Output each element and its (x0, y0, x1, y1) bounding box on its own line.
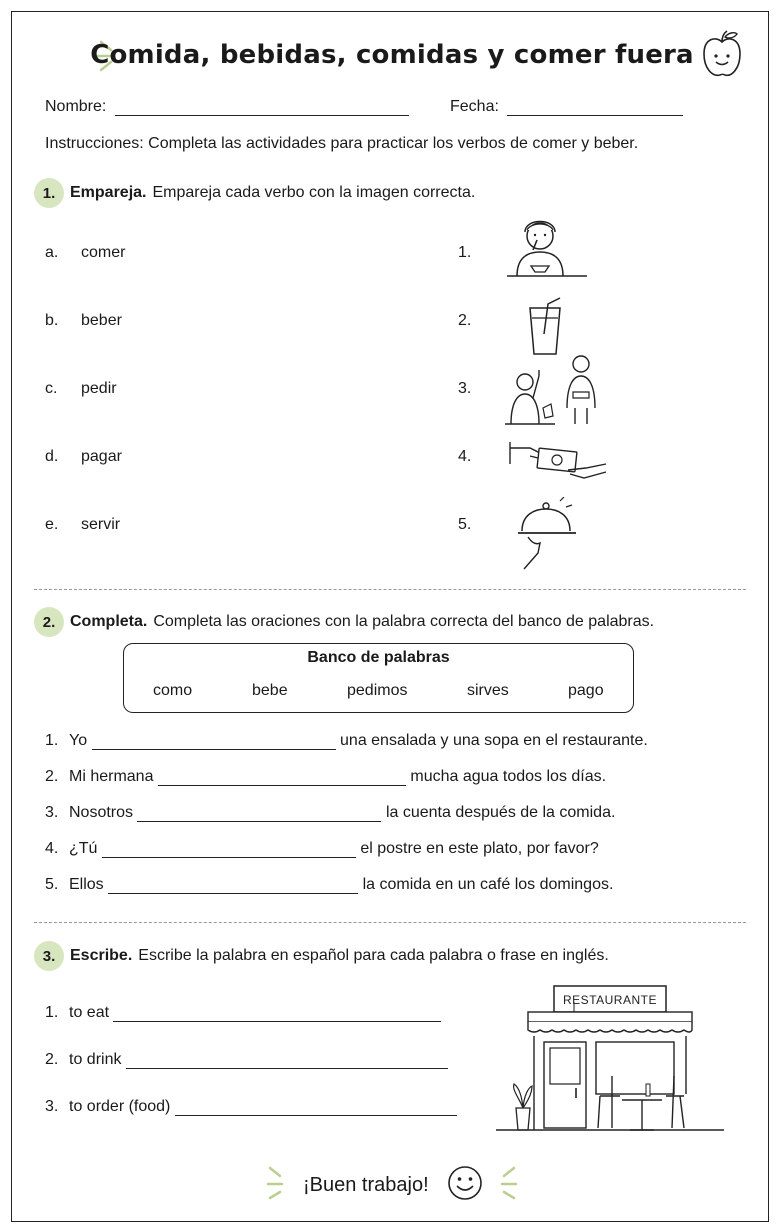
section-number: 1. (34, 178, 64, 208)
sentence-start: Yo (69, 732, 88, 749)
verb-item (45, 448, 122, 466)
section-number: 2. (34, 607, 64, 637)
bank-word: sirves (467, 682, 509, 699)
verb-word: pagar (81, 448, 122, 465)
sentence-number: 4. (45, 840, 59, 857)
picture-number: 2. (458, 312, 472, 329)
english-prompt: to drink (69, 1051, 122, 1068)
write-item (45, 1051, 448, 1069)
eating-boy-icon (505, 210, 590, 280)
sentence-number: 3. (45, 804, 59, 821)
sentence-start: Ellos (69, 876, 104, 893)
item-number: 2. (45, 1051, 59, 1068)
sentence-item (45, 876, 613, 894)
verb-item (45, 312, 122, 330)
answer-blank[interactable] (137, 821, 381, 822)
item-number: 3. (45, 1098, 59, 1115)
instructions-text: Instrucciones: Completa las actividades para practicar los verbos de comer y beber. (45, 135, 639, 152)
bank-word: bebe (252, 682, 288, 699)
picture-number: 3. (458, 380, 472, 397)
sentence-number: 1. (45, 732, 59, 749)
answer-blank[interactable] (92, 749, 336, 750)
bank-word: pedimos (347, 682, 408, 699)
bank-word: como (153, 682, 193, 699)
sentence-number: 2. (45, 768, 59, 785)
date-label: Fecha: (450, 98, 499, 115)
verb-letter: b. (45, 312, 59, 329)
sentence-item (45, 768, 606, 786)
section-instructions: Empareja cada verbo con la imagen correcta. (152, 184, 476, 201)
restaurant-sign-text: RESTAURANTE (563, 993, 657, 1007)
answer-blank[interactable] (102, 857, 356, 858)
verb-letter: a. (45, 244, 59, 261)
sentence-item (45, 732, 648, 750)
verb-letter: c. (45, 380, 58, 397)
sentence-item (45, 804, 615, 822)
picture-number: 5. (458, 516, 472, 533)
answer-blank[interactable] (108, 893, 358, 894)
ordering-people-icon (503, 352, 603, 426)
verb-word: beber (81, 312, 122, 329)
name-label: Nombre: (45, 98, 107, 115)
verb-word: comer (81, 244, 126, 261)
name-field[interactable] (45, 98, 409, 116)
write-item (45, 1004, 441, 1022)
section-divider (34, 922, 746, 923)
sentence-number: 5. (45, 876, 59, 893)
picture-number: 1. (458, 244, 472, 261)
verb-word: servir (81, 516, 121, 533)
sentence-end: mucha agua todos los días. (410, 768, 607, 785)
section-instructions: Escribe la palabra en español para cada palabra o frase en inglés. (138, 947, 609, 964)
bank-word: pago (568, 682, 604, 699)
section-number: 3. (34, 941, 64, 971)
sentence-start: Nosotros (69, 804, 134, 821)
restaurant-icon (494, 984, 726, 1134)
paying-money-icon (508, 440, 610, 486)
date-blank[interactable] (507, 115, 683, 116)
english-prompt: to order (food) (69, 1098, 171, 1115)
drink-glass-icon (524, 294, 568, 358)
answer-blank[interactable] (113, 1021, 441, 1022)
section-instructions: Completa las oraciones con la palabra correcta del banco de palabras. (153, 613, 655, 630)
verb-item (45, 516, 120, 534)
sentence-end: la cuenta después de la comida. (385, 804, 616, 821)
section-3-heading (34, 941, 609, 971)
right-footer-sprig-icon (496, 1164, 520, 1204)
verb-item (45, 380, 117, 398)
word-bank-title: Banco de palabras (307, 649, 450, 666)
section-title: Completa. (70, 613, 148, 630)
left-footer-sprig-icon (264, 1164, 288, 1204)
answer-blank[interactable] (126, 1068, 448, 1069)
answer-blank[interactable] (175, 1115, 457, 1116)
sentence-start: ¿Tú (69, 840, 98, 857)
sentence-start: Mi hermana (69, 768, 154, 785)
picture-number: 4. (458, 448, 472, 465)
verb-word: pedir (81, 380, 117, 397)
item-number: 1. (45, 1004, 59, 1021)
verb-item (45, 244, 125, 262)
verb-letter: d. (45, 448, 59, 465)
sentence-end: la comida en un café los domingos. (362, 876, 614, 893)
section-1-heading (34, 178, 475, 208)
write-item (45, 1098, 457, 1116)
page-title: Comida, bebidas, comidas y comer fuera (90, 40, 694, 70)
answer-blank[interactable] (158, 785, 406, 786)
section-title: Escribe. (70, 947, 133, 964)
date-field[interactable] (450, 98, 683, 116)
verb-letter: e. (45, 516, 59, 533)
sentence-item (45, 840, 599, 858)
word-bank (123, 643, 634, 713)
section-title: Empareja. (70, 184, 147, 201)
section-divider (34, 589, 746, 590)
english-prompt: to eat (69, 1004, 110, 1021)
sentence-end: el postre en este plato, por favor? (360, 840, 599, 857)
serving-cloche-icon (514, 497, 584, 571)
sentence-end: una ensalada y una sopa en el restaurante. (340, 732, 648, 749)
footer-message: ¡Buen trabajo! (303, 1174, 429, 1196)
name-blank[interactable] (115, 115, 409, 116)
smiley-icon (447, 1165, 483, 1201)
section-2-heading (34, 607, 654, 637)
apple-icon (698, 30, 746, 80)
